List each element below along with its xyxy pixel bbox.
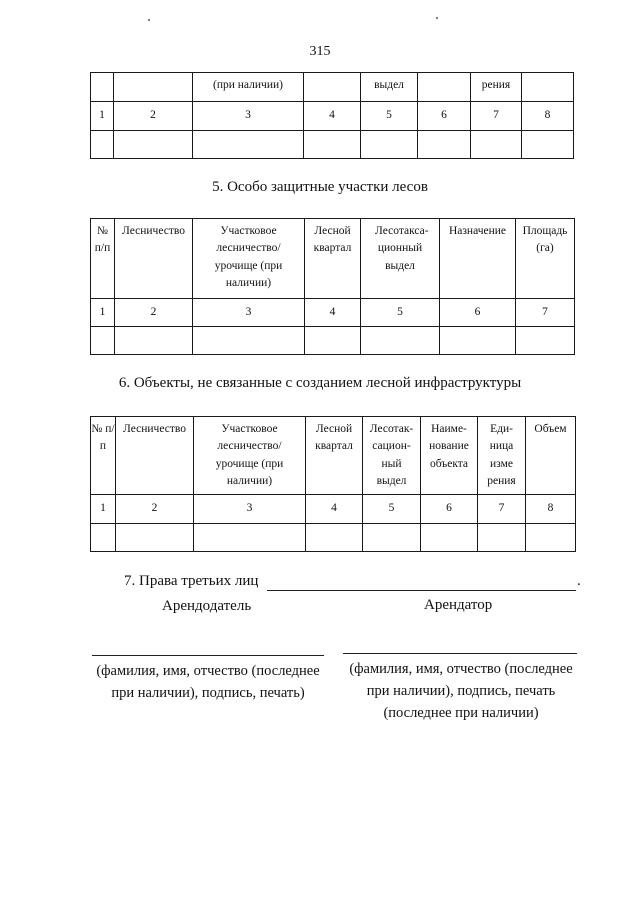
third-party-rights-period: . <box>577 573 581 589</box>
section5-title: 5. Особо защитные участки лесов <box>212 179 428 195</box>
index-cell: 8 <box>526 495 576 524</box>
index-cell: 2 <box>116 495 194 524</box>
index-cell: 4 <box>304 102 361 131</box>
index-cell: 1 <box>91 102 114 131</box>
column-header: № п/п <box>91 219 115 299</box>
tenant-label: Арендатор <box>424 597 493 613</box>
index-cell: 7 <box>471 102 522 131</box>
index-cell: 4 <box>306 495 363 524</box>
index-cell: 3 <box>193 102 304 131</box>
column-header: Участковое лесничество/ урочище (при наличии) <box>193 219 305 299</box>
index-cell: 7 <box>516 299 575 327</box>
continued-table <box>90 72 574 159</box>
index-cell: 6 <box>440 299 516 327</box>
tenant-signature-note: (фамилия, имя, отчество (последнее при наличии), подпись, печать (последнее при наличии) <box>349 661 573 721</box>
index-row <box>91 299 575 327</box>
third-party-rights-blank <box>267 590 576 591</box>
header-fragment-row <box>91 73 574 102</box>
index-cell: 2 <box>115 299 193 327</box>
landlord-label: Арендодатель <box>162 598 252 614</box>
index-row <box>91 102 574 131</box>
empty-row <box>91 524 576 552</box>
index-cell: 6 <box>421 495 478 524</box>
column-header: Лесничество <box>115 219 193 299</box>
index-cell: 1 <box>91 299 115 327</box>
landlord-signature-note: (фамилия, имя, отчество (последнее при наличии), подпись, печать) <box>96 663 320 701</box>
index-cell: 5 <box>361 299 440 327</box>
column-header: Лесотакса-ционный выдел <box>361 219 440 299</box>
header-fragment: выдел <box>361 73 418 102</box>
page-number: 315 <box>309 44 331 59</box>
column-header: Наиме-нование объекта <box>421 417 478 495</box>
index-cell: 6 <box>418 102 471 131</box>
index-row <box>91 495 576 524</box>
index-cell: 2 <box>114 102 193 131</box>
header-fragment: рения <box>471 73 522 102</box>
column-header: Назначение <box>440 219 516 299</box>
landlord-signature-line <box>92 655 324 656</box>
protected-areas-table <box>90 218 575 355</box>
header-fragment: (при наличии) <box>193 73 304 102</box>
third-party-rights-label: 7. Права третьих лиц <box>124 573 259 589</box>
section6-title: 6. Объекты, не связанные с созданием лесной инфраструктуры <box>118 375 522 391</box>
index-cell: 1 <box>91 495 116 524</box>
empty-row <box>91 327 575 355</box>
index-cell: 5 <box>363 495 421 524</box>
tenant-signature-line <box>343 653 577 654</box>
column-header: Лесной квартал <box>306 417 363 495</box>
non-infrastructure-objects-table <box>90 416 576 552</box>
scan-speck <box>148 19 150 21</box>
index-cell: 5 <box>361 102 418 131</box>
index-cell: 7 <box>478 495 526 524</box>
header-row <box>91 219 575 299</box>
column-header: Еди-ница изме рения <box>478 417 526 495</box>
index-cell: 3 <box>193 299 305 327</box>
index-cell: 8 <box>522 102 574 131</box>
header-row <box>91 417 576 495</box>
column-header: Площадь (га) <box>516 219 575 299</box>
index-cell: 4 <box>305 299 361 327</box>
column-header: Лесотак-сацион-ный выдел <box>363 417 421 495</box>
column-header: № п/п <box>91 417 116 495</box>
empty-row <box>91 131 574 159</box>
column-header: Лесной квартал <box>305 219 361 299</box>
scan-speck <box>436 17 438 19</box>
column-header: Объем <box>526 417 576 495</box>
index-cell: 3 <box>194 495 306 524</box>
column-header: Лесничество <box>116 417 194 495</box>
column-header: Участковое лесничество/ урочище (при наличии) <box>194 417 306 495</box>
